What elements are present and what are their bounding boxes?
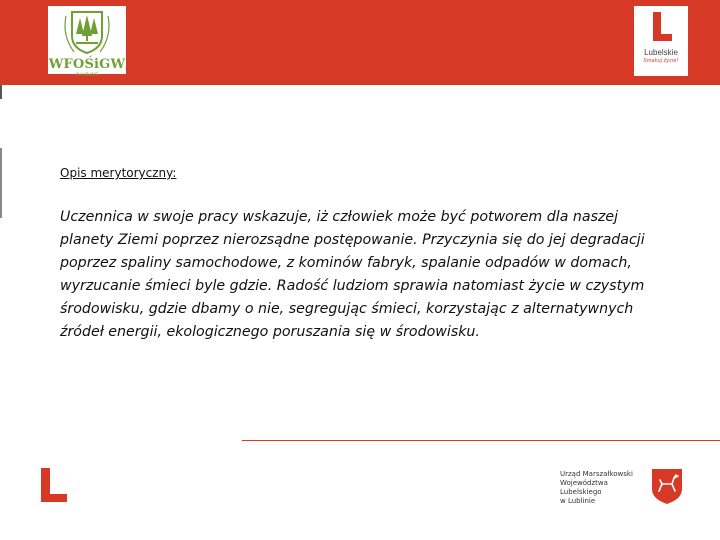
description-line: poprzez spaliny samochodowe, z kominów fabryk, spalanie odpadów w domach, <box>60 255 632 271</box>
description-line: źródeł energii, ekologicznego poruszania się w środowisku. <box>60 324 480 340</box>
edge-line <box>0 148 2 218</box>
edge-line <box>0 85 2 99</box>
lubelskie-l-icon <box>40 467 68 503</box>
lubelskie-l-icon <box>634 6 688 46</box>
tree-emblem-icon <box>48 6 126 56</box>
footer-organization <box>560 470 646 506</box>
footer-org-line: w Lublinie <box>560 497 596 505</box>
description-heading: Opis merytoryczny: <box>60 166 177 180</box>
lubelskie-logo <box>634 6 688 76</box>
footer-org-line: Urząd Marszałkowski <box>560 470 633 478</box>
lubelskie-logo-tagline: Smakuj życie! <box>643 58 679 64</box>
wfosigw-logo-subtext: W LUBLINIE <box>75 72 99 77</box>
lubelskie-logo-text: Lubelskie <box>644 48 678 57</box>
wfosigw-logo <box>48 6 126 77</box>
description-line: wyrzucanie śmieci byle gdzie. Radość ludziom sprawia natomiast życie w czystym <box>60 278 645 294</box>
wfosigw-logo-text: WFOŚiGW <box>48 57 126 72</box>
description-line: środowisku, gdzie dbamy o nie, segregując śmieci, korzystając z alternatywnych <box>60 301 634 317</box>
deer-crest-icon <box>650 467 684 505</box>
description-line: planety Ziemi poprzez nierozsądne postępowanie. Przyczynia się do jej degradacji <box>60 232 645 248</box>
footer-org-line: Województwa Lubelskiego <box>560 479 608 496</box>
footer-divider <box>242 440 720 441</box>
description-body <box>60 206 680 344</box>
description-line: Uczennica w swoje pracy wskazuje, iż człowiek może być potworem dla naszej <box>60 209 619 225</box>
